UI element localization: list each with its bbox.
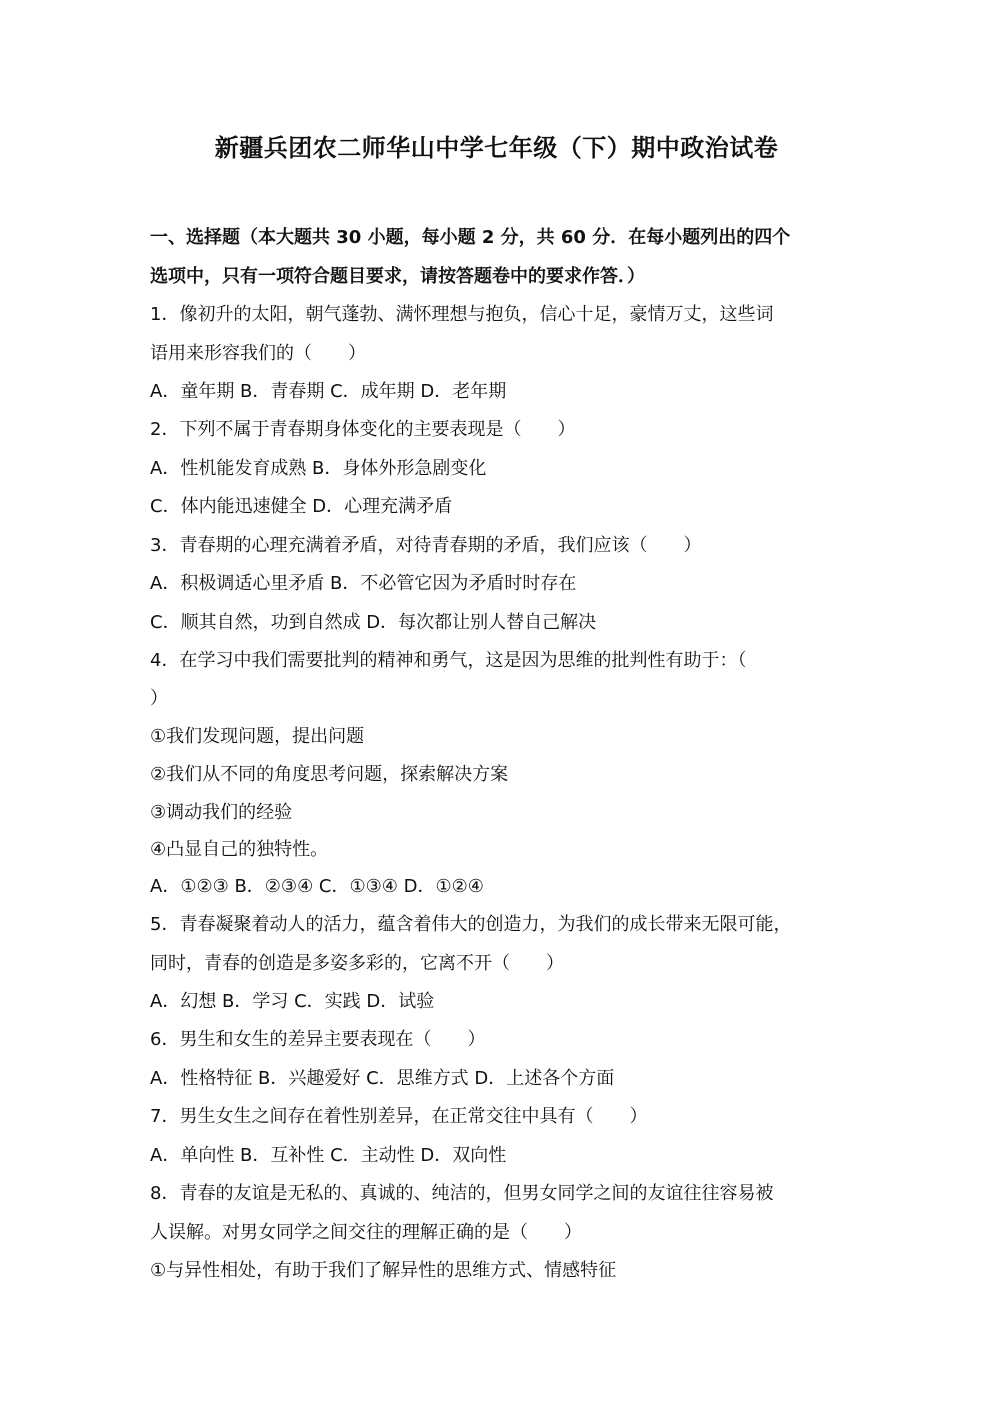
question-1-stem-line-1: 1．像初升的太阳，朝气蓬勃、满怀理想与抱负，信心十足，豪情万丈，这些词 [150,304,774,325]
question-4-options: A．①②③ B．②③④ C．①③④ D．①②④ [150,876,484,897]
section-heading-line-1: 一、选择题（本大题共 30 小题，每小题 2 分，共 60 分．在每小题列出的四个 [150,227,791,248]
question-3-options-line-1: A．积极调适心里矛盾 B．不必管它因为矛盾时时存在 [150,573,577,594]
question-4-stem-line-2: ） [150,688,168,709]
question-8-stem-line-2: 人误解。对男女同学之间交往的理解正确的是（ ） [150,1222,582,1243]
question-4-item-3: ③调动我们的经验 [150,802,293,823]
question-8-stem-line-1: 8．青春的友谊是无私的、真诚的、纯洁的，但男女同学之间的友谊往往容易被 [150,1183,774,1204]
question-1-options: A．童年期 B．青春期 C．成年期 D．老年期 [150,381,507,402]
section-heading-line-2: 选项中，只有一项符合题目要求，请按答题卷中的要求作答．） [150,266,645,287]
question-4-item-2: ②我们从不同的角度思考问题，探索解决方案 [150,764,509,785]
question-8-item-1: ①与异性相处，有助于我们了解异性的思维方式、情感特征 [150,1260,617,1281]
question-4-item-4: ④凸显自己的独特性。 [150,839,329,860]
page-title: 新疆兵团农二师华山中学七年级（下）期中政治试卷 [214,134,779,162]
question-6-options: A．性格特征 B．兴趣爱好 C．思维方式 D．上述各个方面 [150,1068,615,1089]
question-5-stem-line-1: 5．青春凝聚着动人的活力，蕴含着伟大的创造力，为我们的成长带来无限可能， [150,914,792,935]
question-5-options: A．幻想 B．学习 C．实践 D．试验 [150,991,435,1012]
question-4-stem-line-1: 4．在学习中我们需要批判的精神和勇气，这是因为思维的批判性有助于：（ [150,650,747,671]
question-2-options-line-2: C．体内能迅速健全 D．心理充满矛盾 [150,496,453,517]
question-1-stem-line-2: 语用来形容我们的（ ） [150,343,366,364]
question-6-stem: 6．男生和女生的差异主要表现在（ ） [150,1029,486,1050]
question-3-stem: 3．青春期的心理充满着矛盾，对待青春期的矛盾，我们应该（ ） [150,535,702,556]
question-7-stem: 7．男生女生之间存在着性别差异，在正常交往中具有（ ） [150,1106,648,1127]
question-5-stem-line-2: 同时，青春的创造是多姿多彩的，它离不开（ ） [150,953,564,974]
question-2-options-line-1: A．性机能发育成熟 B．身体外形急剧变化 [150,458,487,479]
question-7-options: A．单向性 B．互补性 C．主动性 D．双向性 [150,1145,507,1166]
question-2-stem: 2．下列不属于青春期身体变化的主要表现是（ ） [150,419,576,440]
question-4-item-1: ①我们发现问题，提出问题 [150,726,365,747]
question-3-options-line-2: C．顺其自然，功到自然成 D．每次都让别人替自己解决 [150,612,597,633]
